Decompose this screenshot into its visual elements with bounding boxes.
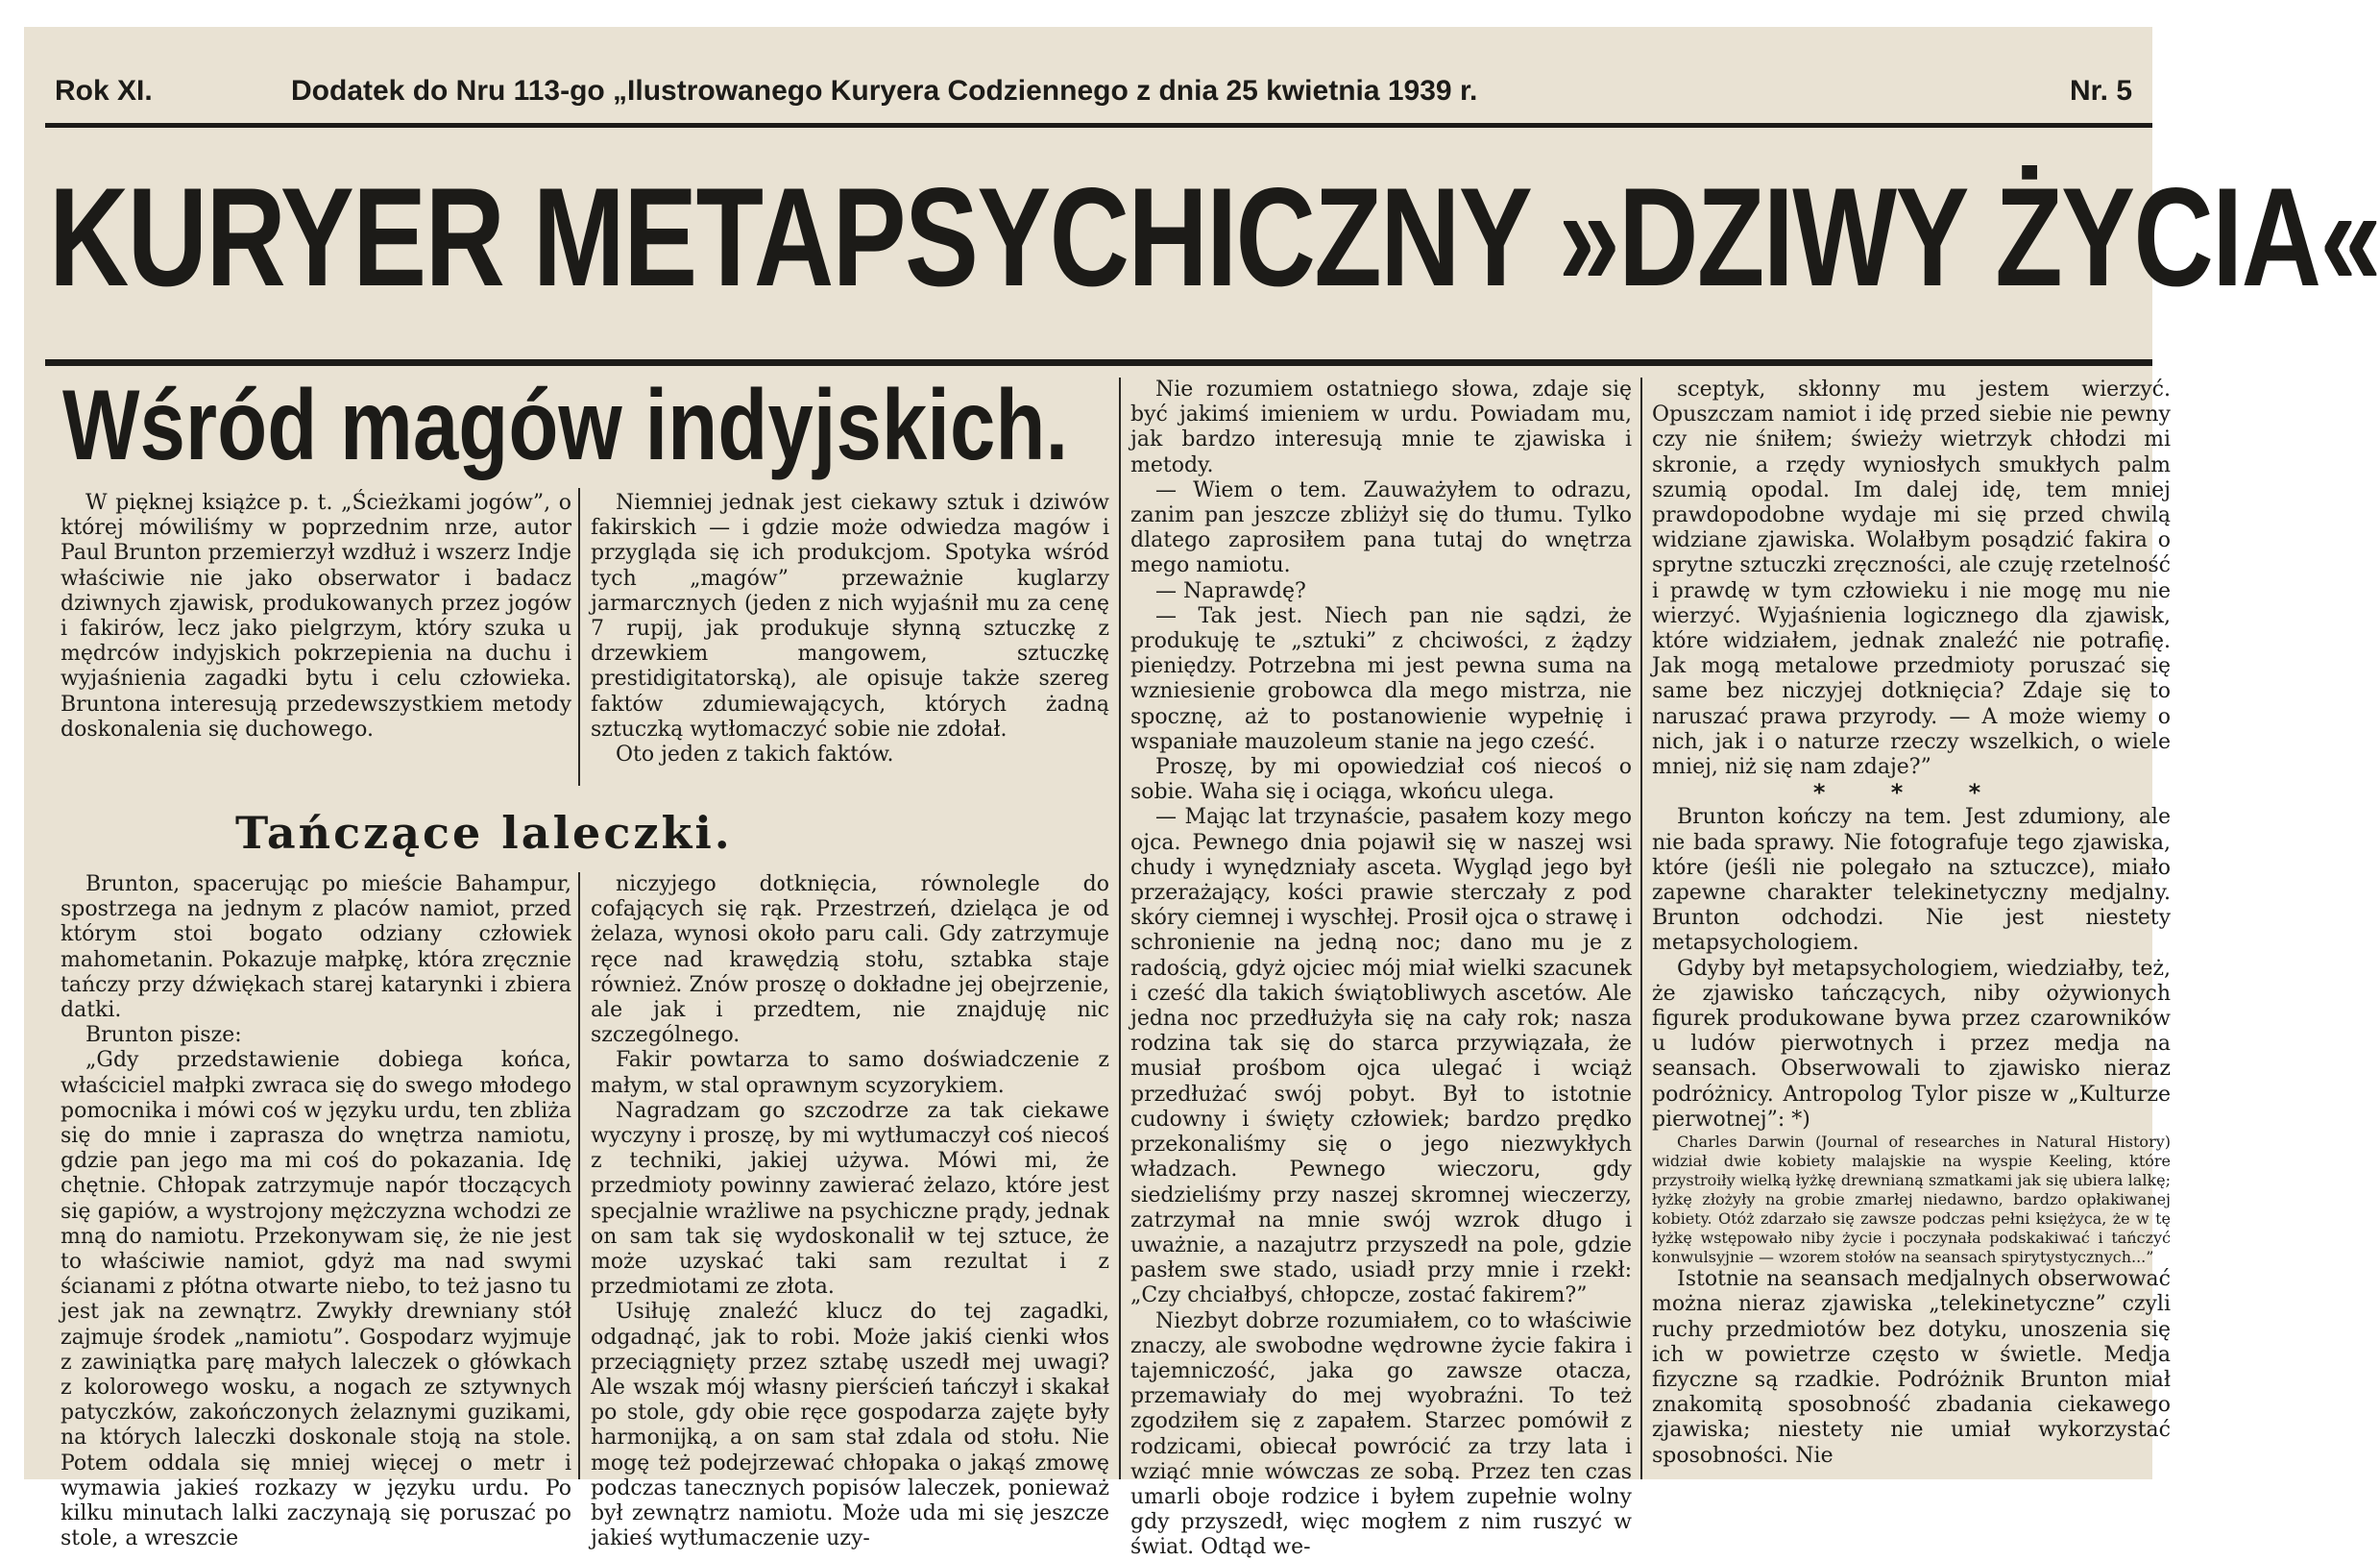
paragraph-text: Niemniej jednak jest ciekawy sztuk i dziwów fakirskich — i gdzie może odwiedza magów i przygląda się ich produkcjom. Spotyka wśród tych „magów” przeważnie kuglarzy jarmarcznych (jeden z nich wyjaśnił mu za cenę 7 rupij, jak produkuje słynną sztuczkę z drzewkiem mangowem, sztuczkę prestidigitatorską), ale opisuje także szereg faktów zdumiewających, których żadną sztuczką wytłomaczyć sobie nie zdołał. — [591, 491, 1109, 742]
paragraph-text: — Mając lat trzynaście, pasałem kozy mego ojca. Pewnego dnia pojawił się w naszej wsi chudy i wynędzniały asceta. Wygląd jego był przerażający, kości prawie sterczały z pod skóry ciemnej i wyschłej. Prosił ojca o strawę i schronienie na jedną noc; dano mu je z radością, gdyż ojciec mój miał wielki szacunek i cześć dla takich świątobliwych ascetów. Ale jedna noc przedłużyła się na cały rok; nasza rodzina tak się do starca przywiązała, że musiał prośbom ojca ulegać i wciąż przedłużać swój pobyt. Był to istotnie cudowny i święty człowiek; bardzo prędko przekonaliśmy się o jego niezwykłych władzach. Pewnego wieczoru, gdy siedzieliśmy przy naszej skromnej wieczerzy, zatrzymał na mnie swój wzrok długo i uważnie, a nazajutrz przyszedł na pole, gdzie pasłem swe stado, usiadł przy mnie i rzekł: „Czy chciałbyś, chłopcze, zostać fakirem?” — [1130, 805, 1632, 1308]
article-column-3 — [1130, 378, 1632, 1560]
paragraph-text: Istotnie na seansach medjalnych obserwować można nieraz zjawiska „telekinetyczne” czyli ruchy przedmiotów bez dotyku, unoszenia się ich w powietrze często w świetle. Medja fizyczne są rzadkie. Podróżnik Brunton miał znakomitą sposobność zbadania ciekawego zjawiska; niestety nie umiał wykorzystać sposobności. Nie — [1652, 1267, 2171, 1468]
intro-column-right — [591, 491, 1109, 791]
supplement-note: Dodatek do Nru 113-go „Ilustrowanego Kuryera Codziennego z dnia 25 kwietnia 1939 r. — [291, 75, 1478, 107]
paragraph — [1130, 378, 1632, 478]
paragraph-text: W pięknej książce p. t. „Ścieżkami jogów”, o której mówiliśmy w poprzednim nrze, autor Paul Brunton przemierzył wzdłuż i wszerz Indje właściwie nie jako obserwator i badacz dziwnych zjawisk, produkowanych przez jogów i fakirów, lecz jako pielgrzym, który szuka u mędrców indyjskich pokrzepienia na duchu i wyjaśnienia zagadki bytu i celu człowieka. Bruntona interesują przedewszystkiem metody doskonalenia się duchowego. — [61, 491, 571, 742]
paragraph-text: Brunton pisze: — [85, 1023, 242, 1048]
paragraph-text: Proszę, by mi opowiedział coś niecoś o sobie. Waha się i ociąga, wkońcu ulega. — [1130, 755, 1632, 805]
article-subheadline: Tańczące laleczki. — [235, 807, 733, 859]
masthead — [49, 127, 2380, 348]
intro-column-left — [61, 491, 571, 791]
paragraph — [591, 872, 1109, 1048]
paragraph-text: sceptyk, skłonny mu jestem wierzyć. Opuszczam namiot i idę przed siebie nie pewny czy nie śniłem; świeży wietrzyk chłodzi mi skronie, a rzędy wyniosłych smukłych palm szumią opodal. Im dalej idę, tem mniej prawdopodobne wydaje mi się przed chwilą widziane zjawiska. Wolałbym posądzić fakira o sprytne sztuczki zręczności, ale czuję rzetelność i prawdę w tym człowieku i nie mogę mu nie wierzyć. Wyjaśnienia logicznego dla zjawisk, które widziałem, jednak znaleźć nie potrafię. Jak mogą metalowe przedmioty poruszać się same bez niczyjej dotknięcia? Zdaje się to naruszać prawa przyrody. — A może wiemy o nich, jak i o naturze rzeczy wszelkich, o wiele mniej, niż się nam zdaje?” — [1652, 378, 2171, 780]
paragraph — [1130, 478, 1632, 579]
paragraph — [591, 743, 1109, 768]
paragraph-text: Fakir powtarza to samo doświadczenie z małym, w stal oprawnym scyzorykiem. — [591, 1048, 1109, 1098]
paragraph-text: „Gdy przedstawienie dobiega końca, właściciel małpki zwraca się do swego młodego pomocnika i mówi coś w języku urdu, ten zbliża się do mnie i zaprasza do wnętrza namiotu, gdzie pan jego ma mi coś do pokazania. Idę chętnie. Chłopak zatrzymuje napór tłoczących się gapiów, a wystrojony mężczyzna wchodzi ze mną do namiotu. Przekonywam się, że nie jest to właściwie namiot, gdyż ma nad swymi ścianami z płótna otwarte niebo, to też jasno tu jest jak na zewnątrz. Zwykły drewniany stół zajmuje środek „namiotu”. Gospodarz wyjmuje z zawiniątka parę małych laleczek o główkach z kolorowego wosku, a nogach ze sztywnych patyczków, zakończonych żelaznymi guzikami, na których laleczki doskonale stoją na stole. Potem oddala się mniej więcej o metr i wymawia jakieś rozkazy w języku urdu. Po kilku minutach lalki zaczynają się poruszać po stole, a wreszcie — [61, 1048, 571, 1551]
paragraph-text: Oto jeden z takich faktów. — [616, 743, 894, 768]
column-rule — [578, 872, 580, 1479]
paragraph-text: Usiłuję znaleźć klucz do tej zagadki, odgadnąć, jak to robi. Może jakiś cienki włos przeciągnięty przez sztabę uszedł mej uwagi? Ale wszak mój własny pierścień tańczył i skakał po stole, gdy obie ręce gospodarza zajęte były harmonijką, a on sam stał zdala od stołu. Nie mogę też podejrzewać chłopaka o jakąś zmowę podczas tanecznych popisów laleczek, ponieważ był zewnątrz namiotu. Może uda mi się jeszcze jakieś wytłumaczenie uzy- — [591, 1300, 1109, 1551]
paragraph-text: niczyjego dotknięcia, równolegle do cofających się rąk. Przestrzeń, dzieląca je od żelaza, wynosi około paru cali. Gdy zatrzymuje ręce nad krawędzią stołu, sztabka staje również. Znów proszę o dokładne jej obejrzenie, ale jak i przedtem, nie znajduję nic szczególnego. — [591, 872, 1109, 1048]
paragraph-text: Brunton, spacerując po mieście Bahampur, spostrzega na jednym z placów namiot, przed którym stoi bogato odziany człowiek mahometanin. Pokazuje małpkę, która zręcznie tańczy przy dźwiękach starej katarynki i zbiera datki. — [61, 872, 571, 1023]
paragraph — [1652, 1267, 2171, 1469]
paragraph-text: Brunton kończy na tem. Jest zdumiony, ale nie bada sprawy. Nie fotografuje tego zjawiska, które (jeśli nie polegało na sztuczce), miało zapewne charakter telekinetyczny medjalny. Brunton odchodzi. Nie jest niestety metapsychologiem. — [1652, 805, 2171, 956]
paragraph-text: — Tak jest. Niech pan nie sądzi, że produkuję te „sztuki” z chciwości, z żądzy pieniędzy. Potrzebna mi jest pewna suma na wzniesienie grobowca dla mego mistrza, nie spocznę, aż to postanowienie wypełnię i wspaniałe mauzoleum stanie na jego cześć. — [1130, 603, 1632, 754]
paragraph — [61, 491, 571, 743]
paragraph — [591, 1048, 1109, 1098]
newspaper-page — [24, 27, 2380, 1560]
paragraph — [61, 872, 571, 1023]
paragraph — [1652, 957, 2171, 1133]
issue-year: Rok XI. — [55, 75, 153, 107]
paragraph — [591, 491, 1109, 743]
paragraph — [1130, 579, 1632, 604]
footnote — [1652, 1133, 2171, 1267]
masthead-rule — [45, 359, 2152, 366]
paragraph-text: Niezbyt dobrze rozumiałem, co to właściwie znaczy, ale swobodne wędrowne życie fakira i tajemniczość, jaka go zawsze otacza, przemawiały do mej wyobraźni. To też zgodziłem się z zapałem. Starzec pomówił z rodzicami, obiecał powrócić za trzy lata i wziąć mnie wówczas ze sobą. Przez ten czas umarli oboje rodzice i byłem zupełnie wolny gdy przyszedł, więc mogłem z nim ruszyć w świat. Odtąd we- — [1130, 1308, 1632, 1560]
paragraph — [591, 1300, 1109, 1551]
paragraph — [1130, 805, 1632, 1308]
article-column-2 — [591, 872, 1109, 1551]
paragraph-text: Gdyby był metapsychologiem, wiedziałby, też, że zjawisko tańczących, niby ożywionych figurek produkowane bywa przez czarowników u ludów pierwotnych i przez medja na seansach. Obserwowali to zjawisko nieraz podróżnicy. Antropolog Tylor pisze w „Kulturze pierwotnej”: *) — [1652, 956, 2171, 1132]
masthead-title: KURYER METAPSYCHICZNY »DZIWY ŻYCIA« — [49, 159, 2380, 315]
paragraph — [1130, 604, 1632, 755]
article-headline — [62, 370, 1109, 481]
paragraph — [61, 1048, 571, 1551]
paragraph — [1130, 755, 1632, 805]
section-stars — [1652, 780, 2171, 805]
issue-line — [45, 75, 2152, 121]
paragraph — [1130, 1309, 1632, 1561]
paragraph-text: Nie rozumiem ostatniego słowa, zdaje się być jakimś imieniem w urdu. Powiadam mu, jak bardzo interesują mnie te zjawiska i metody. — [1130, 378, 1632, 477]
issue-number: Nr. 5 — [2070, 75, 2133, 107]
column-rule — [1119, 378, 1121, 1479]
paragraph — [1652, 378, 2171, 780]
column-rule — [578, 488, 580, 786]
paragraph — [61, 1023, 571, 1048]
article-column-4 — [1652, 378, 2171, 1479]
headline-text: Wśród magów indyjskich. — [62, 370, 1069, 481]
paragraph — [1652, 805, 2171, 956]
paragraph — [591, 1099, 1109, 1301]
paragraph-text: — Naprawdę? — [1155, 578, 1306, 603]
paragraph-text: Nagradzam go szczodrze za tak ciekawe wyczyny i proszę, by mi wytłumaczył coś niecoś z techniki, jakiej używa. Mówi mi, że przedmioty powinny zawierać żelazo, które jest specjalnie wrażliwe na psychiczne prądy, jednak on sam tak się wydoskonalił w tej sztuce, że może uzyskać taki sam rezultat i z przedmiotami ze złota. — [591, 1098, 1109, 1300]
paragraph-text: — Wiem o tem. Zauważyłem to odrazu, zanim pan jeszcze zbliżył się do tłumu. Tylko dlatego zaprosiłem pana tutaj do wnętrza mego namiotu. — [1130, 477, 1632, 578]
column-rule — [1640, 378, 1642, 1479]
article-column-1 — [61, 872, 571, 1551]
stars-text: * * * — [1812, 779, 2010, 807]
footnote-text: Charles Darwin (Journal of researches in Natural History) widział dwie kobiety malajskie na wyspie Keeling, które przystroiły wielką łyżkę drewnianą szmatkami jak się ubiera lalkę; łyżkę złożyły na grobie zmarłej niedawno, bardzo opłakiwanej kobiety. Otóż zdarzało się zawsze podczas pełni księżyca, że w tę łyżkę wstępowało niby życie i poczynała podskakiwać i tańczyć konwulsyjnie — wzorem stołów na seansach spirytystycznych...” — [1652, 1133, 2171, 1267]
